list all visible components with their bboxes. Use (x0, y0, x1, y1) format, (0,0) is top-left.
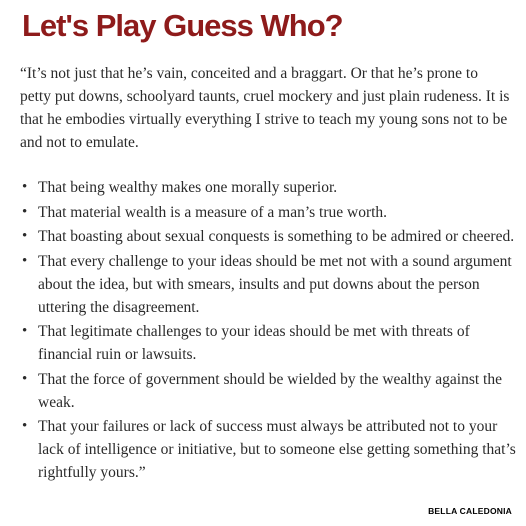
list-item-text: That boasting about sexual conquests is something to be admired or cheered. (38, 228, 515, 245)
list-item (20, 415, 516, 484)
list-item (20, 225, 516, 248)
list-item (20, 250, 516, 319)
list-item (20, 201, 516, 224)
source-credit: BELLA CALEDONIA (428, 506, 512, 516)
list-item-text: That material wealth is a measure of a man’s true worth. (38, 203, 388, 221)
list-item-text: That your failures or lack of success must always be attributed not to your lack of intelligence or initiative, but to someone else getting something that’s rightfully yours.” (38, 418, 516, 481)
bullet-icon: • (22, 179, 28, 195)
bullet-icon: • (22, 228, 28, 244)
bullet-icon: • (22, 203, 28, 220)
bullet-list (20, 176, 516, 486)
bullet-icon: • (22, 252, 28, 269)
bullet-icon: • (22, 370, 28, 387)
bullet-icon: • (22, 418, 28, 434)
list-item-text: That being wealthy makes one morally superior. (38, 179, 338, 196)
intro-quote: “It’s not just that he’s vain, conceited and a braggart. Or that he’s prone to petty put downs, schoolyard taunts, cruel mockery and just plain rudeness. It is that he embodies virtually everything I strive to teach my young sons not to be and not to emulate. (20, 65, 510, 151)
list-item (20, 368, 516, 414)
list-item-text: That legitimate challenges to your ideas should be met with threats of financial ruin or lawsuits. (38, 323, 470, 363)
list-item-text: That every challenge to your ideas should be met not with a sound argument about the idea, but with smears, insults and put downs about the person uttering the disagreement. (38, 252, 512, 316)
page-title: Let's Play Guess Who? (22, 8, 343, 43)
list-item (20, 176, 516, 199)
list-item-text: That the force of government should be wielded by the wealthy against the weak. (38, 370, 502, 411)
bullet-icon: • (22, 323, 28, 339)
list-item (20, 320, 516, 366)
